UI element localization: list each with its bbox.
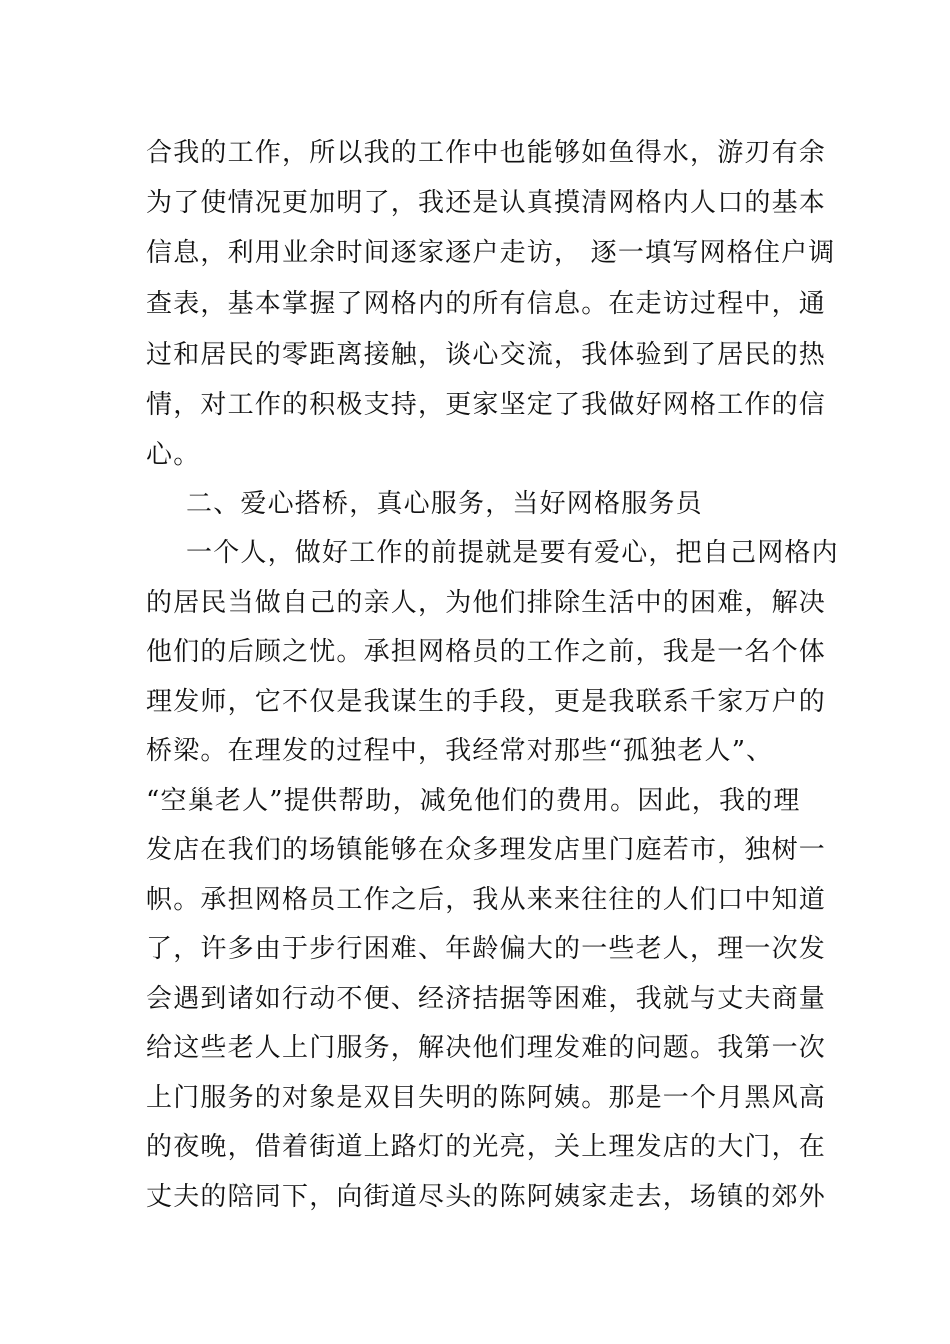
text-line: 理发师，它不仅是我谋生的手段，更是我联系千家万户的 (146, 687, 827, 717)
text-line: 信息，利用业余时间逐家逐户走访， 逐一填写网格住户调 (146, 238, 836, 268)
text-line: 桥梁。在理发的过程中，我经常对那些“孤独老人”、 (146, 736, 774, 766)
paragraph-first-line: 一个人，做好工作的前提就是要有爱心，把自己网格内 (186, 538, 839, 568)
text-line: 丈夫的陪同下，向街道尽头的陈阿姨家走去，场镇的郊外 (146, 1182, 827, 1212)
text-line: 的居民当做自己的亲人，为他们排除生活中的困难，解决 (146, 588, 827, 618)
text-line: 帜。承担网格员工作之后，我从来来往往的人们口中知道 (146, 885, 827, 915)
text-line: 合我的工作，所以我的工作中也能够如鱼得水，游刃有余 (146, 138, 827, 168)
text-line: 过和居民的零距离接触，谈心交流，我体验到了居民的热 (146, 340, 827, 370)
section-heading: 二、爱心搭桥，真心服务，当好网格服务员 (186, 489, 703, 519)
text-line: 发店在我们的场镇能够在众多理发店里门庭若市，独树一 (146, 835, 827, 865)
text-line: 给这些老人上门服务，解决他们理发难的问题。我第一次 (146, 1033, 827, 1063)
text-line: 了，许多由于步行困难、年龄偏大的一些老人，理一次发 (146, 934, 827, 964)
text-line: 他们的后顾之忧。承担网格员的工作之前，我是一名个体 (146, 637, 827, 667)
text-line: 会遇到诸如行动不便、经济拮据等困难，我就与丈夫商量 (146, 984, 827, 1014)
text-line: 情，对工作的积极支持，更家坚定了我做好网格工作的信 (146, 390, 827, 420)
text-line: 心。 (146, 440, 201, 470)
text-line: 查表，基本掌握了网格内的所有信息。在走访过程中，通 (146, 289, 827, 319)
text-line: 的夜晚，借着街道上路灯的光亮，关上理发店的大门，在 (146, 1132, 827, 1162)
text-line: 上门服务的对象是双目失明的陈阿姨。那是一个月黑风高 (146, 1083, 827, 1113)
text-line: “空巢老人”提供帮助，减免他们的费用。因此，我的理 (146, 786, 801, 816)
text-line: 为了使情况更加明了，我还是认真摸清网格内人口的基本 (146, 188, 827, 218)
